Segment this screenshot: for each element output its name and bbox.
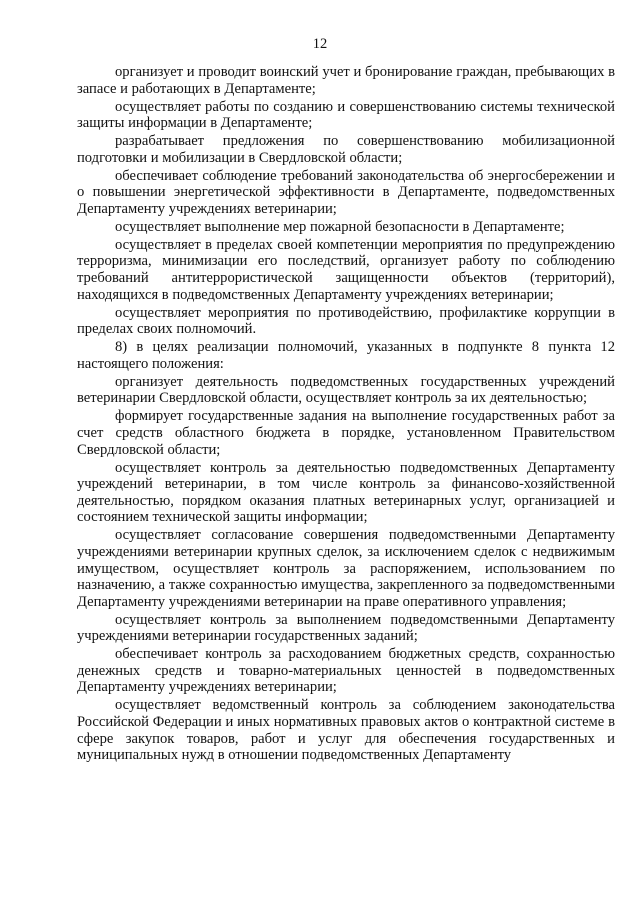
paragraph: осуществляет работы по созданию и совершенствованию системы технической защиты информации в Департаменте;	[77, 98, 615, 132]
paragraph: 8) в целях реализации полномочий, указанных в подпункте 8 пункта 12 настоящего положения:	[77, 339, 615, 372]
paragraph: осуществляет контроль за деятельностью подведомственных Департаменту учреждений ветеринарии, в том числе контроль за финансово-хозяйственной деятельностью, порядком оказания платных ветеринарных услуг, организацией и состоянием технической защиты информации;	[77, 459, 615, 526]
paragraph: осуществляет мероприятия по противодействию, профилактике коррупции в пределах своих полномочий.	[77, 304, 615, 338]
paragraph: осуществляет согласование совершения подведомственными Департаменту учреждениями ветеринарии крупных сделок, за исключением сделок с недвижимым имуществом, осуществляет контроль за распоряжением, использованием по назначению, а также сохранностью имущества, закрепленного за подведомственными Департаменту учреждениями ветеринарии на праве оперативного управления;	[77, 527, 615, 610]
paragraph: осуществляет выполнение мер пожарной безопасности в Департаменте;	[115, 218, 565, 235]
paragraph: разрабатывает предложения по совершенствованию мобилизационной подготовки и мобилизации в Свердловской области;	[77, 133, 615, 166]
paragraph: осуществляет ведомственный контроль за соблюдением законодательства Российской Федерации и иных нормативных правовых актов о контрактной системе в сфере закупок товаров, работ и услуг для обеспечения государственных и муниципальных нужд в отношении подведомственных Департаменту	[77, 697, 615, 764]
paragraph: организует деятельность подведомственных государственных учреждений ветеринарии Свердловской области, осуществляет контроль за их деятельностью;	[77, 373, 615, 407]
paragraph: обеспечивает контроль за расходованием бюджетных средств, сохранностью денежных средств и товарно-материальных ценностей в подведомственных Департаменту учреждениях ветеринарии;	[77, 646, 615, 696]
paragraph: организует и проводит воинский учет и бронирование граждан, пребывающих в запасе и работающих в Департаменте;	[77, 64, 615, 97]
paragraph: осуществляет контроль за выполнением подведомственными Департаменту учреждениями ветеринарии государственных заданий;	[77, 611, 615, 645]
page-number: 12	[312, 36, 328, 52]
paragraph: осуществляет в пределах своей компетенции мероприятия по предупреждению терроризма, минимизации его последствий, организует работу по соблюдению требований антитеррористической защищенности объектов (территорий), находящихся в подведомственных Департаменту учреждениях ветеринарии;	[77, 236, 615, 303]
document-body	[77, 64, 615, 765]
paragraph: обеспечивает соблюдение требований законодательства об энергосбережении и о повышении энергетической эффективности в Департаменте, подведомственных Департаменту учреждениях ветеринарии;	[77, 167, 615, 217]
paragraph: формирует государственные задания на выполнение государственных работ за счет средств областного бюджета в порядке, установленном Правительством Свердловской области;	[77, 408, 615, 458]
